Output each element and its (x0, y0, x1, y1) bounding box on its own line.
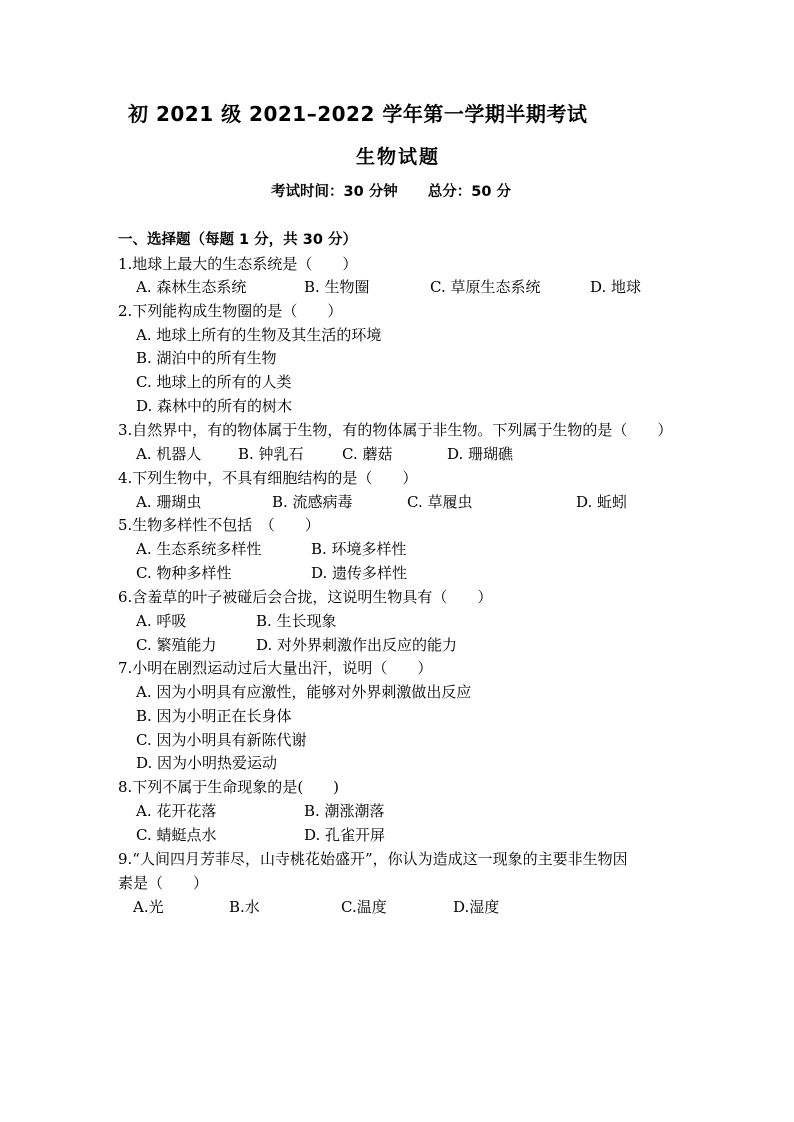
exam-time: 考试时间：30 分钟 (271, 184, 398, 200)
question-2-stem: 2.下列能构成生物圈的是（ ） (118, 302, 343, 320)
question-6-option-a: A. 呼吸 (136, 612, 187, 630)
question-7-option-a: A. 因为小明具有应激性，能够对外界刺激做出反应 (136, 683, 472, 701)
question-5-option-b: B. 环境多样性 (311, 540, 407, 558)
question-7-option-b: B. 因为小明正在长身体 (136, 707, 292, 725)
question-1-option-b: B. 生物圈 (304, 278, 370, 296)
question-2-option-a: A. 地球上所有的生物及其生活的环境 (136, 326, 382, 344)
question-7-option-c: C. 因为小明具有新陈代谢 (136, 731, 307, 749)
question-5-option-c: C. 物种多样性 (136, 564, 232, 582)
question-9-option-d: D.湿度 (453, 898, 500, 916)
question-1-stem: 1.地球上最大的生态系统是（ ） (118, 255, 358, 273)
question-2-option-b: B. 湖泊中的所有生物 (136, 349, 277, 367)
question-8-option-a: A. 花开花落 (136, 802, 217, 820)
question-3-option-c: C. 蘑菇 (342, 445, 393, 463)
question-7-option-d: D. 因为小明热爱运动 (136, 754, 278, 772)
question-9-option-a: A.光 (133, 898, 164, 916)
question-5-option-d: D. 遗传多样性 (311, 564, 408, 582)
exam-total-score: 总分：50 分 (427, 184, 511, 200)
question-6-option-d: D. 对外界刺激作出反应的能力 (256, 636, 458, 654)
section-heading: 一、选择题（每题 1 分，共 30 分） (118, 232, 357, 248)
question-1-option-a: A. 森林生态系统 (136, 278, 247, 296)
question-9-option-b: B.水 (229, 898, 260, 916)
question-8-option-c: C. 蜻蜓点水 (136, 826, 217, 844)
question-6-stem: 6.含羞草的叶子被碰后会合拢，这说明生物具有（ ） (118, 588, 493, 606)
question-7-stem: 7.小明在剧烈运动过后大量出汗，说明（ ） (118, 659, 433, 677)
exam-title: 初 2021 级 2021–2022 学年第一学期半期考试 (128, 102, 588, 126)
exam-info (271, 180, 511, 201)
question-3-stem: 3.自然界中，有的物体属于生物，有的物体属于非生物。下列属于生物的是（ ） (118, 421, 673, 439)
question-9-stem-continued: 素是（ ） (118, 874, 209, 892)
question-6-option-b: B. 生长现象 (256, 612, 337, 630)
question-8-stem: 8.下列不属于生命现象的是( ) (118, 778, 340, 796)
question-9-stem: 9.“人间四月芳菲尽，山寺桃花始盛开”，你认为造成这一现象的主要非生物因 (118, 850, 628, 868)
question-4-option-c: C. 草履虫 (407, 493, 473, 511)
question-3-option-a: A. 机器人 (136, 445, 202, 463)
question-3-option-b: B. 钟乳石 (238, 445, 304, 463)
question-5-option-a: A. 生态系统多样性 (136, 540, 262, 558)
question-4-stem: 4.下列生物中，不具有细胞结构的是（ ） (118, 469, 418, 487)
question-3-option-d: D. 珊瑚礁 (447, 445, 514, 463)
question-1-option-d: D. 地球 (590, 278, 642, 296)
question-4-option-a: A. 珊瑚虫 (136, 493, 202, 511)
question-5-stem: 5.生物多样性不包括 （ ） (118, 516, 320, 534)
question-8-option-b: B. 潮涨潮落 (304, 802, 385, 820)
question-6-option-c: C. 繁殖能力 (136, 636, 217, 654)
question-4-option-d: D. 蚯蚓 (576, 493, 628, 511)
question-8-option-d: D. 孔雀开屏 (304, 826, 386, 844)
question-4-option-b: B. 流感病毒 (272, 493, 353, 511)
question-2-option-d: D. 森林中的所有的树木 (136, 397, 293, 415)
question-9-option-c: C.温度 (341, 898, 387, 916)
question-2-option-c: C. 地球上的所有的人类 (136, 373, 292, 391)
question-1-option-c: C. 草原生态系统 (430, 278, 541, 296)
subject-title: 生物试题 (356, 146, 441, 168)
